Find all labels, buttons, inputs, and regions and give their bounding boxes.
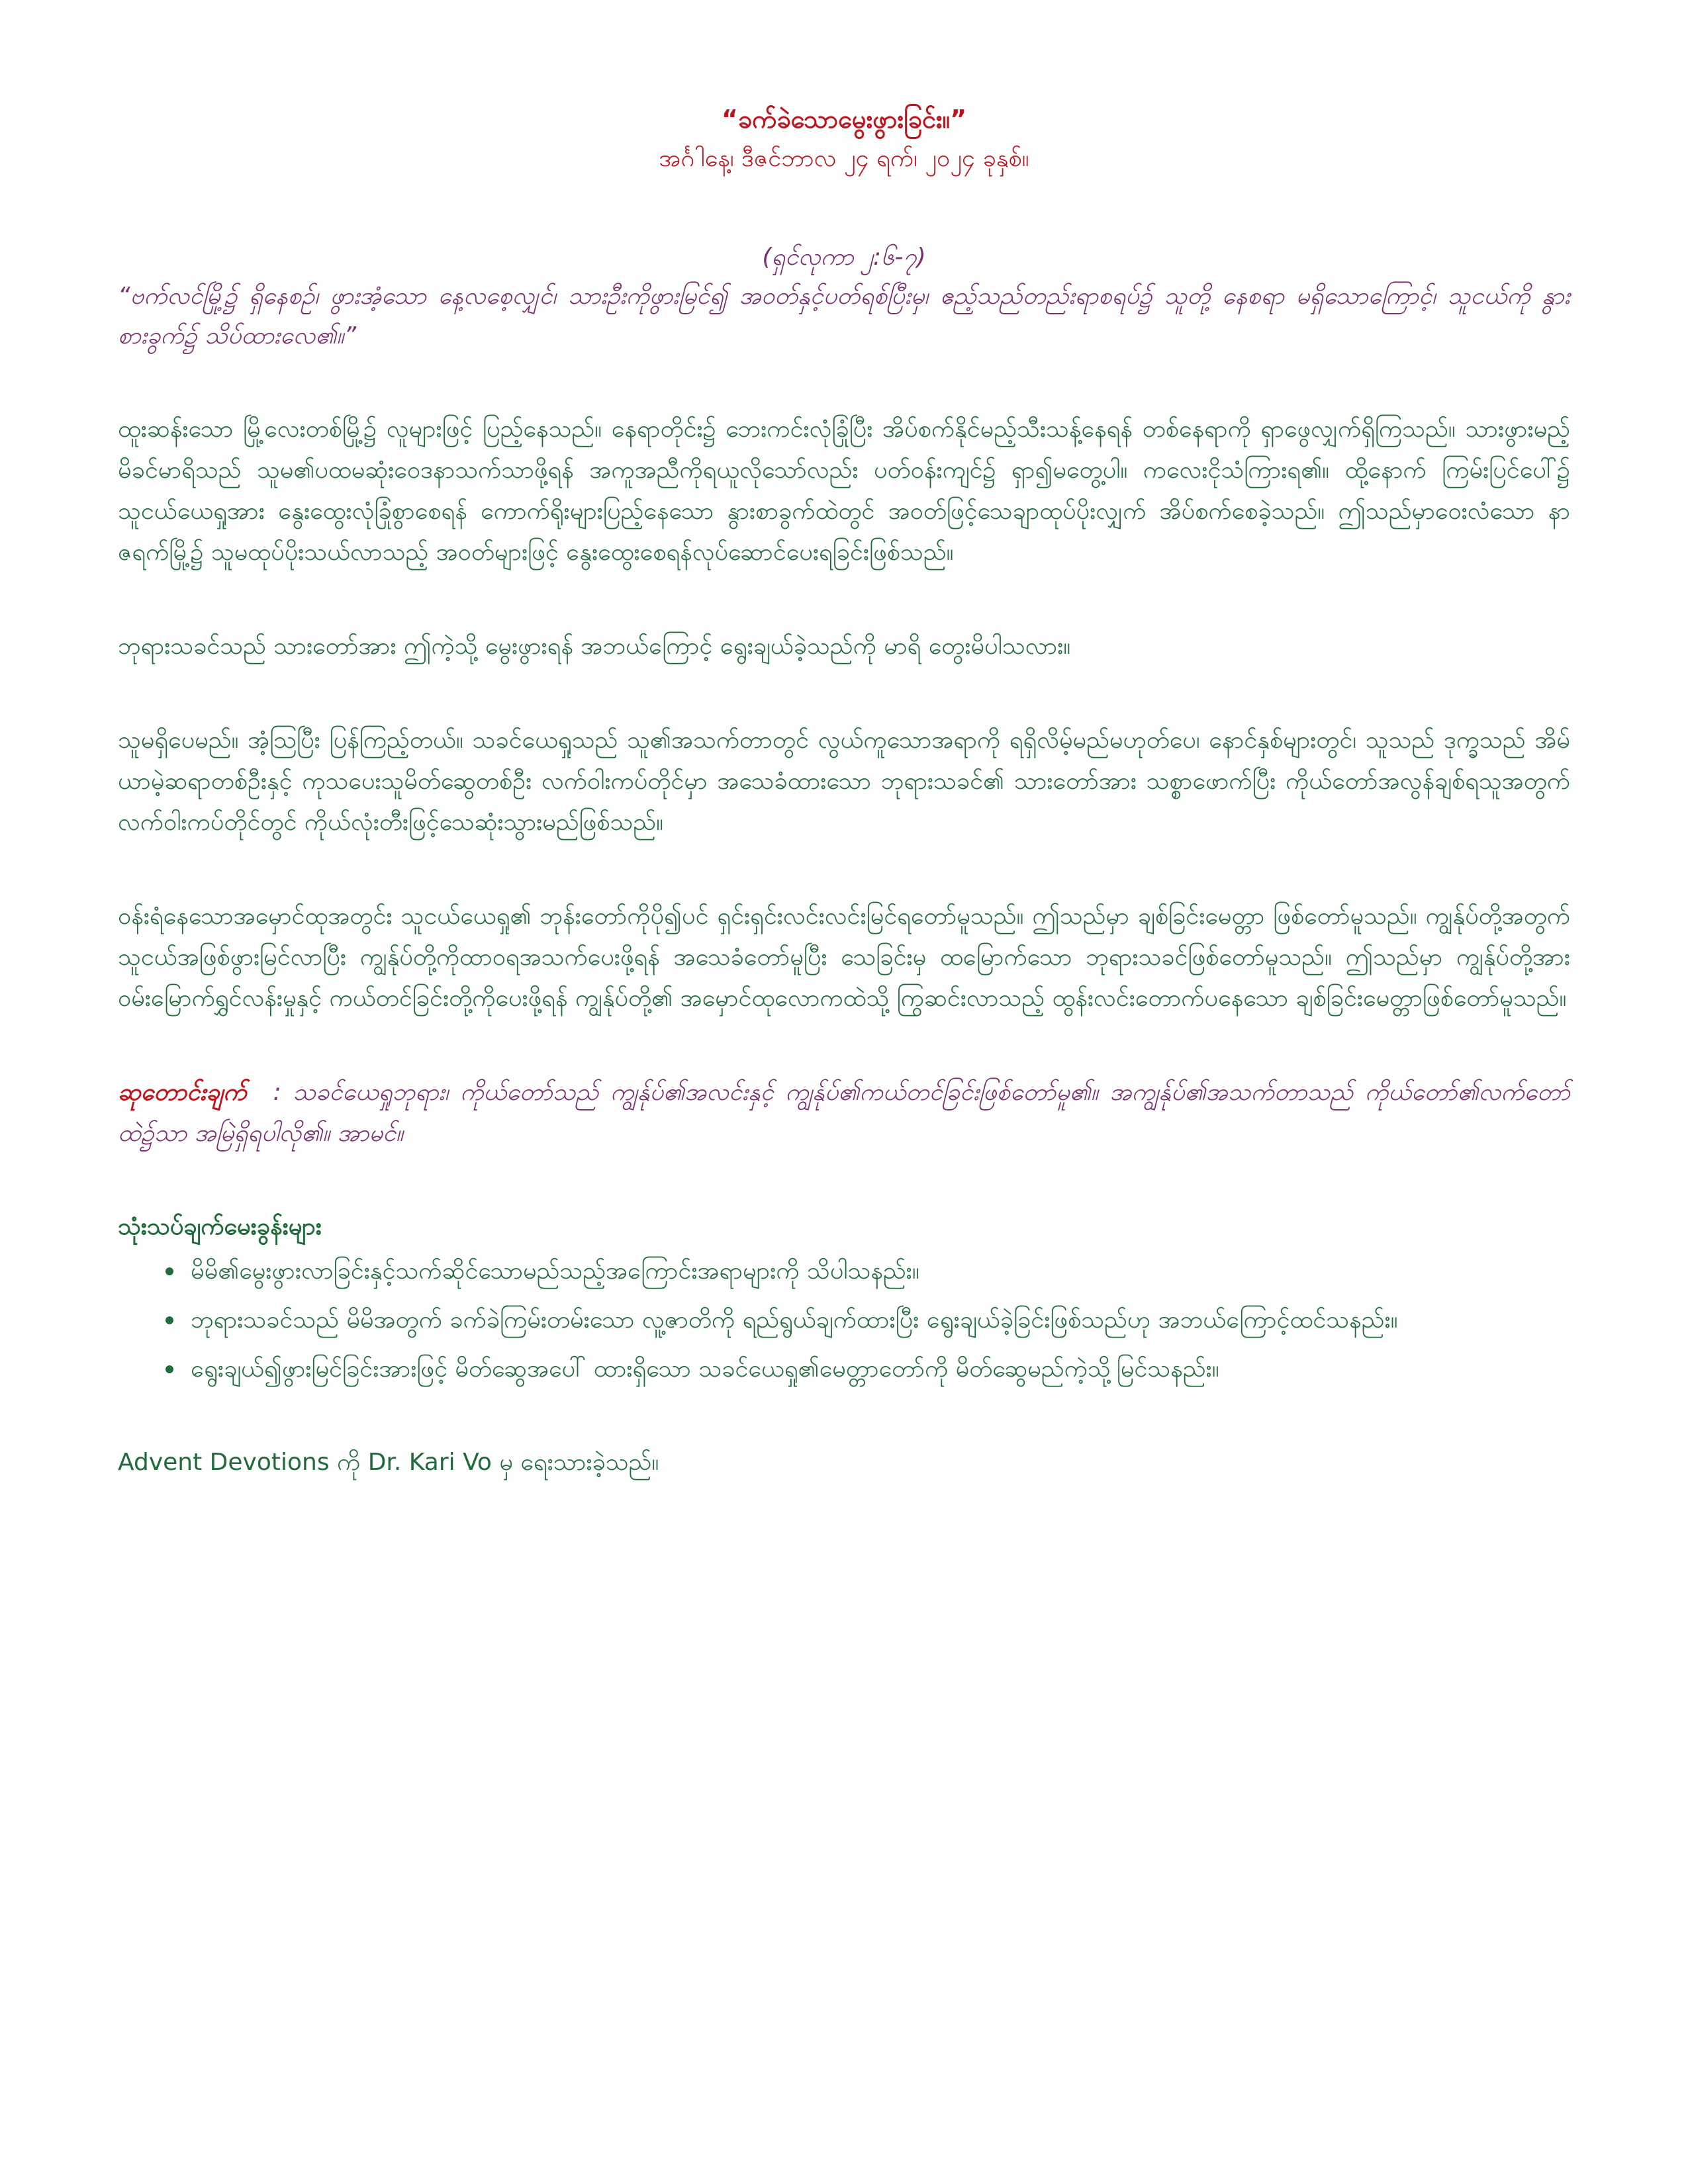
list-item [118, 1251, 1570, 1292]
reflection-heading: သုံးသပ်ချက်မေးခွန်းများ [118, 1213, 322, 1240]
prayer-text: : သခင်ယေရှုဘုရား၊ ကိုယ်တော်သည် ကျွန်ုပ်၏အလင်းနှင့် ကျွန်ုပ်၏ကယ်တင်ခြင်းဖြစ်တော်မူ၏။ အကျွန်ုပ်၏အသက်တာသည် ကိုယ်တော်၏လက်တော်ထဲ၌သာ အမြဲရှိရပါလို၏။ အာမင်။ [118, 1079, 1570, 1147]
page-title: “ခက်ခဲသောမွေးဖွားခြင်း။” [721, 105, 967, 134]
list-item [118, 1300, 1570, 1341]
bullet-icon [165, 1316, 173, 1324]
date-line: အင်္ဂါနေ့၊ ဒီဇင်ဘာလ ၂၄ ရက်၊ ၂၀၂၄ ခုနှစ်။ [659, 145, 1029, 172]
prayer-section [118, 1072, 1570, 1154]
list-item [118, 1349, 1570, 1390]
reflection-question: ရွေးချယ်၍ဖွားမြင်ခြင်းအားဖြင့် မိတ်ဆွေအပေါ် ထားရှိသော သခင်ယေရှု၏မေတ္တာတော်ကို မိတ်ဆွေမည်ကဲ့သို့မြင်သနည်း။ [191, 1355, 1219, 1383]
body-paragraph: ထူးဆန်းသော မြို့လေးတစ်မြို့၌ လူများဖြင့် ပြည့်နေသည်။ နေရာတိုင်း၌ ဘေးကင်းလုံခြုံပြီး အိပ်စက်နိုင်မည့်သီးသန့်နေရန် တစ်နေရာကို ရှာဖွေလျှက်ရှိကြသည်။ သားဖွားမည့်မိခင်မာရိသည် သူမ၏ပထမဆုံးဝေဒနာသက်သာဖို့ရန် အကူအညီကိုရယူလိုသော်လည်း ပတ်ဝန်းကျင်၌ ရှာ၍မတွေ့ပါ။ ကလေးငိုသံကြားရ၏။ ထို့နောက် ကြမ်းပြင်ပေါ်၌ သူငယ်ယေရှုအား နွေးထွေးလုံခြုံစွာစေရန် ကောက်ရိုးများပြည့်နေသော နွားစာခွက်ထဲတွင် အဝတ်ဖြင့်သေချာထုပ်ပိုးလျှက် အိပ်စက်စေခဲ့သည်။ ဤသည်မှာဝေးလံသော နာဇရက်မြို့၌ သူမထုပ်ပိုးသယ်လာသည့် အဝတ်များဖြင့် နွေးထွေးစေရန်လုပ်ဆောင်ပေးရခြင်းဖြစ်သည်။ [118, 416, 1570, 566]
reflection-list [118, 1251, 1570, 1390]
reflection-question: ဘုရားသခင်သည် မိမိအတွက် ခက်ခဲကြမ်းတမ်းသော လူ့ဇာတိကို ရည်ရွယ်ချက်ထားပြီး ရွေးချယ်ခဲ့ခြင်းဖြစ်သည်ဟု အဘယ်ကြောင့်ထင်သနည်း။ [191, 1306, 1398, 1334]
body-paragraph: သူမရှိပေမည်။ အံ့သြပြီး ပြန်ကြည့်တယ်။ သခင်ယေရှုသည် သူ၏အသက်တာတွင် လွယ်ကူသောအရာကို ရရှိလိမ့်မည်မဟုတ်ပေ၊ နောင်နှစ်များတွင်၊ သူသည် ဒုက္ခသည် အိမ်ယာမဲ့ဆရာတစ်ဦးနှင့် ကုသပေးသူမိတ်ဆွေတစ်ဦး လက်ဝါးကပ်တိုင်မှာ အသေခံထားသော ဘုရားသခင်၏ သားတော်အား သစ္စာဖောက်ပြီး ကိုယ်တော်အလွန်ချစ်ရသူအတွက် လက်ဝါးကပ်တိုင်တွင် ကိုယ်လုံးတီးဖြင့်သေဆုံးသွားမည်ဖြစ်သည်။ [118, 727, 1570, 836]
scripture-reference: (ရှင်လုကာ ၂:၆-၇) [762, 244, 926, 271]
author-credit: Advent Devotions ကို Dr. Kari Vo မှ ရေးသားခဲ့သည်။ [118, 1449, 659, 1476]
bullet-icon [165, 1267, 173, 1275]
reflection-question: မိမိ၏မွေးဖွားလာခြင်းနှင့်သက်ဆိုင်သောမည်သည့်အကြောင်းအရာများကို သိပါသနည်း။ [191, 1257, 919, 1285]
scripture-quote: “ဗက်လင်မြို့၌ ရှိနေစဉ်၊ ဖွားအံ့သော နေ့လစေ့လျှင်၊ သားဦးကိုဖွားမြင်၍ အဝတ်နှင့်ပတ်ရစ်ပြီးမှ၊ ဧည့်သည်တည်းရာစရပ်၌ သူတို့ နေစရာ မရှိသောကြောင့်၊ သူငယ်ကို နွားစားခွက်၌ သိပ်ထားလေ၏။” [118, 283, 1570, 349]
prayer-label: ဆုတောင်းချက် [118, 1079, 247, 1106]
bullet-icon [165, 1365, 173, 1373]
devotional-page [118, 99, 1570, 1482]
body-paragraph: ဘုရားသခင်သည် သားတော်အား ဤကဲ့သို့ မွေးဖွားရန် အဘယ်ကြောင့် ရွေးချယ်ခဲ့သည်ကို မာရိ တွေးမိပါသလား။ [118, 633, 1071, 660]
body-paragraph: ဝန်းရံနေသောအမှောင်ထုအတွင်း သူငယ်ယေရှု၏ ဘုန်းတော်ကိုပို၍ပင် ရှင်းရှင်းလင်းလင်းမြင်ရတော်မူသည်။ ဤသည်မှာ ချစ်ခြင်းမေတ္တာ ဖြစ်တော်မူသည်။ ကျွန်ုပ်တို့အတွက် သူငယ်အဖြစ်ဖွားမြင်လာပြီး ကျွန်ုပ်တို့ကိုထာဝရအသက်ပေးဖို့ရန် အသေခံတော်မူပြီး သေခြင်းမှ ထမြောက်သော ဘုရားသခင်ဖြစ်တော်မူသည်။ ဤသည်မှာ ကျွန်ုပ်တို့အား ဝမ်းမြောက်ရွှင်လန်းမှုနှင့် ကယ်တင်ခြင်းတို့ကိုပေးဖို့ရန် ကျွန်ုပ်တို့၏ အမှောင်ထုလောကထဲသို့ ကြွဆင်းလာသည့် ထွန်းလင်းတောက်ပနေသော ချစ်ခြင်းမေတ္တာဖြစ်တော်မူသည်။ [118, 903, 1570, 1012]
